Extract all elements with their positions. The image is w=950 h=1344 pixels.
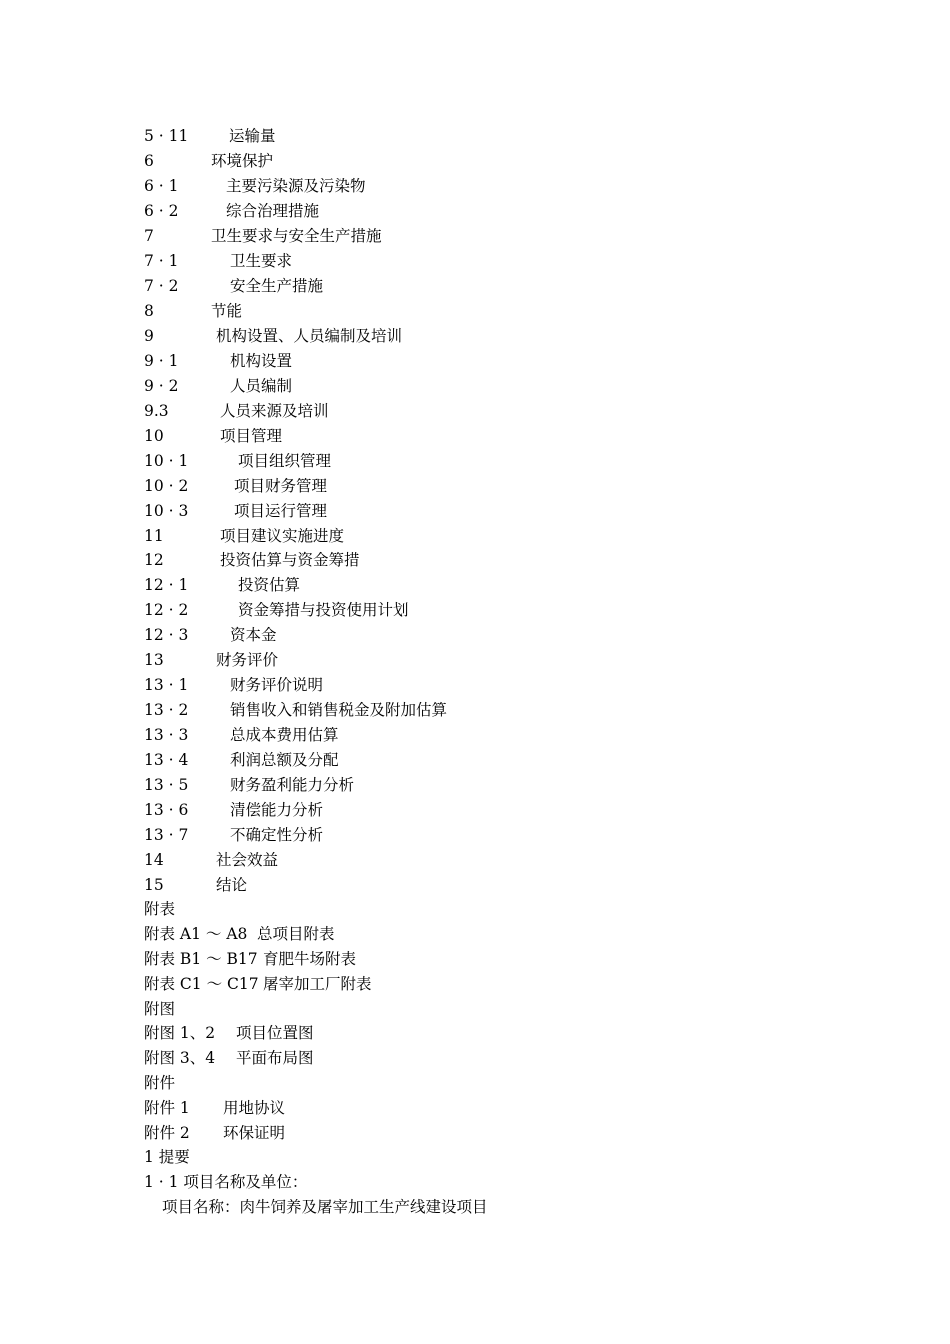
toc-entry-number: 6 · 1 [144, 177, 179, 195]
toc-entry-title: 综合治理措施 [226, 202, 320, 220]
toc-entry [144, 774, 354, 796]
toc-entry-title: 项目管理 [220, 427, 283, 445]
toc-entry-title: 节能 [211, 302, 243, 320]
appendix-figure-title: 项目位置图 [236, 1024, 314, 1042]
toc-entry-title: 总成本费用估算 [230, 726, 339, 744]
appendix-table-title: 育肥牛场附表 [263, 950, 357, 968]
toc-entry [144, 450, 331, 472]
toc-entry-number: 7 · 1 [144, 252, 179, 270]
toc-entry-number: 11 [144, 527, 164, 545]
attachment-entry [144, 1122, 285, 1144]
toc-entry-title: 主要污染源及污染物 [226, 177, 366, 195]
toc-entry [144, 699, 447, 721]
toc-entry-title: 人员编制 [230, 377, 293, 395]
toc-entry [144, 549, 360, 571]
toc-entry-title: 项目运行管理 [234, 502, 328, 520]
appendix-tables-heading: 附表 [144, 900, 176, 918]
toc-entry-title: 项目财务管理 [234, 477, 328, 495]
toc-entry [144, 799, 323, 821]
toc-entry-title: 资本金 [230, 626, 277, 644]
toc-entry-number: 12 [144, 551, 164, 569]
toc-entry-title: 销售收入和销售税金及附加估算 [230, 701, 448, 719]
attachment-number: 附件 1 [144, 1099, 190, 1117]
toc-entry-number: 13 · 3 [144, 726, 189, 744]
attachment-title: 环保证明 [223, 1124, 286, 1142]
toc-entry-number: 13 · 4 [144, 751, 189, 769]
toc-entry [144, 150, 273, 172]
appendix-table-title: 总项目附表 [257, 925, 335, 943]
appendix-table-entry [144, 973, 372, 995]
appendix-table-number: 附表 C1 ～ C17 [144, 975, 259, 993]
toc-entry-title: 投资估算与资金筹措 [220, 551, 360, 569]
toc-entry-number: 12 · 2 [144, 601, 189, 619]
toc-entry-title: 项目组织管理 [238, 452, 332, 470]
toc-entry-title: 清偿能力分析 [230, 801, 324, 819]
attachment-number: 附件 2 [144, 1124, 190, 1142]
toc-entry-number: 9 · 2 [144, 377, 179, 395]
toc-entry [144, 624, 277, 646]
appendix-table-title: 屠宰加工厂附表 [263, 975, 372, 993]
toc-entry [144, 425, 282, 447]
appendix-table-number: 附表 B1 ～ B17 [144, 950, 258, 968]
toc-entry-number: 7 [144, 227, 154, 245]
attachments-heading: 附件 [144, 1074, 176, 1092]
toc-entry [144, 674, 323, 696]
toc-entry-title: 安全生产措施 [230, 277, 324, 295]
toc-entry [144, 325, 402, 347]
toc-entry-title: 环境保护 [211, 152, 274, 170]
toc-entry-number: 6 · 2 [144, 202, 179, 220]
appendix-table-entry [144, 948, 356, 970]
toc-entry-number: 9 [144, 327, 154, 345]
appendix-figure-title: 平面布局图 [236, 1049, 314, 1067]
toc-entry-number: 15 [144, 876, 164, 894]
toc-entry-number: 9 · 1 [144, 352, 179, 370]
toc-entry-title: 人员来源及培训 [220, 402, 329, 420]
appendix-figure-entry [144, 1047, 314, 1069]
toc-entry-number: 13 · 2 [144, 701, 189, 719]
toc-entry [144, 175, 366, 197]
section-heading: 1 提要 [144, 1148, 190, 1166]
toc-entry [144, 599, 409, 621]
appendix-figure-number: 附图 3、4 [144, 1049, 216, 1067]
toc-entry [144, 275, 323, 297]
toc-entry [144, 824, 323, 846]
toc-entry [144, 200, 319, 222]
toc-entry [144, 400, 329, 422]
attachment-entry [144, 1097, 285, 1119]
toc-entry-number: 13 · 1 [144, 676, 189, 694]
toc-entry-number: 10 · 3 [144, 502, 189, 520]
appendix-figure-number: 附图 1、2 [144, 1024, 216, 1042]
toc-entry [144, 525, 344, 547]
toc-entry-number: 8 [144, 302, 154, 320]
toc-entry-title: 投资估算 [238, 576, 301, 594]
toc-entry-title: 运输量 [229, 127, 276, 145]
toc-entry-number: 12 · 3 [144, 626, 189, 644]
attachment-title: 用地协议 [223, 1099, 286, 1117]
toc-entry [144, 724, 339, 746]
toc-entry-title: 机构设置、人员编制及培训 [216, 327, 403, 345]
toc-entry [144, 849, 278, 871]
toc-entry-title: 结论 [216, 876, 248, 894]
toc-entry-title: 社会效益 [216, 851, 279, 869]
toc-entry-title: 项目建议实施进度 [220, 527, 345, 545]
project-name-line: 项目名称：肉牛饲养及屠宰加工生产线建设项目 [162, 1198, 488, 1216]
toc-entry [144, 749, 339, 771]
toc-entry-title: 卫生要求 [230, 252, 293, 270]
toc-entry-title: 财务评价 [216, 651, 279, 669]
toc-entry-title: 利润总额及分配 [230, 751, 339, 769]
toc-entry [144, 574, 300, 596]
toc-entry-title: 机构设置 [230, 352, 293, 370]
toc-entry-title: 财务评价说明 [230, 676, 324, 694]
toc-entry [144, 500, 327, 522]
appendix-table-number: 附表 A1 ～ A8 [144, 925, 248, 943]
toc-entry-number: 13 [144, 651, 164, 669]
toc-entry-number: 13 · 5 [144, 776, 189, 794]
appendix-figure-entry [144, 1022, 314, 1044]
toc-entry-number: 5 · 11 [144, 127, 189, 145]
toc-entry-number: 10 · 2 [144, 477, 189, 495]
toc-entry-title: 财务盈利能力分析 [230, 776, 355, 794]
toc-entry [144, 649, 278, 671]
toc-entry [144, 225, 382, 247]
toc-entry [144, 350, 292, 372]
subsection-heading: 1 · 1 项目名称及单位： [144, 1173, 308, 1191]
toc-entry-title: 资金筹措与投资使用计划 [238, 601, 409, 619]
toc-entry [144, 300, 242, 322]
toc-entry [144, 375, 292, 397]
toc-entry-number: 13 · 7 [144, 826, 189, 844]
appendix-figures-heading: 附图 [144, 1000, 176, 1018]
appendix-table-entry [144, 923, 335, 945]
toc-entry-title: 不确定性分析 [230, 826, 324, 844]
toc-entry-title: 卫生要求与安全生产措施 [211, 227, 382, 245]
toc-entry [144, 874, 247, 896]
toc-entry [144, 125, 276, 147]
toc-entry-number: 12 · 1 [144, 576, 189, 594]
toc-entry-number: 14 [144, 851, 164, 869]
toc-entry [144, 475, 327, 497]
toc-entry-number: 10 [144, 427, 164, 445]
toc-entry-number: 7 · 2 [144, 277, 179, 295]
toc-entry-number: 6 [144, 152, 154, 170]
toc-entry [144, 250, 292, 272]
toc-entry-number: 13 · 6 [144, 801, 189, 819]
toc-entry-number: 9.3 [144, 402, 169, 420]
toc-entry-number: 10 · 1 [144, 452, 189, 470]
